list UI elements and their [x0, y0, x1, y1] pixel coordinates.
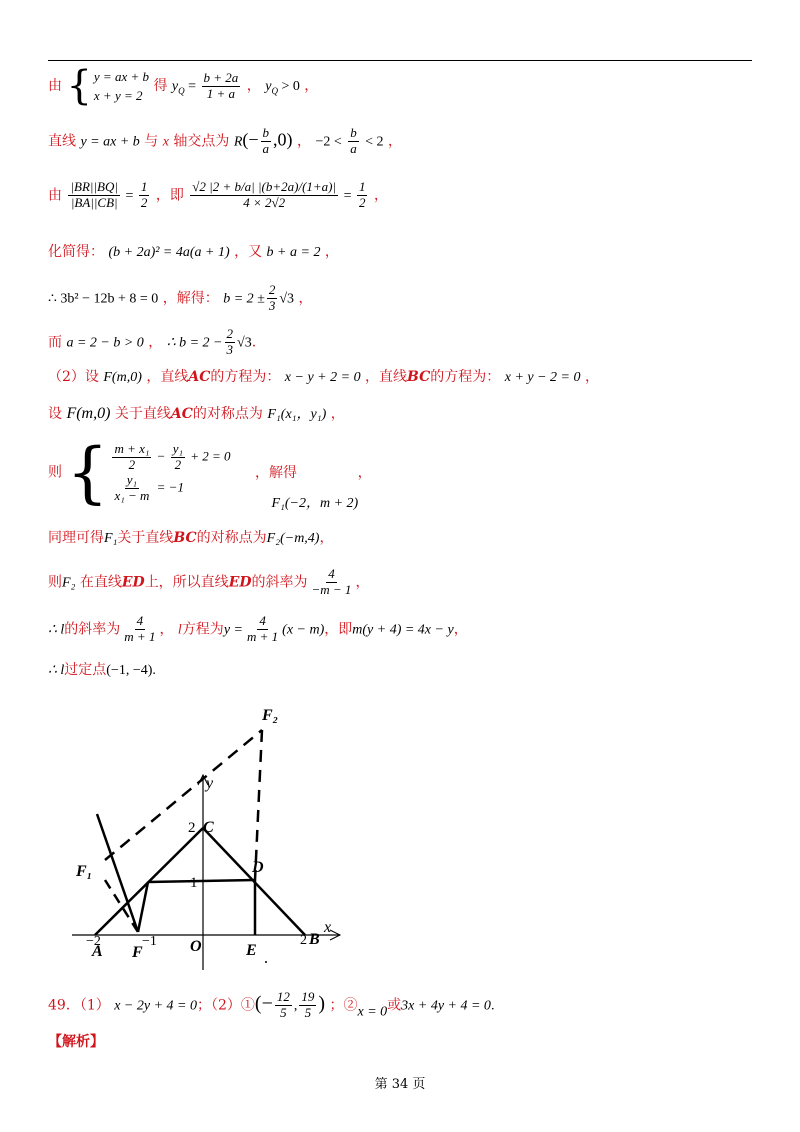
big-fraction: $\frac{√2 |2 + b/a| |(b+2a)/(1+a)|}{4 \times 2√2}$: [192, 179, 337, 210]
math-l: l: [177, 622, 182, 638]
brace: {: [66, 434, 109, 511]
text: ，: [453, 621, 468, 638]
text: ，: [159, 621, 174, 638]
paren: ,0): [273, 129, 293, 150]
text: ，: [296, 133, 311, 150]
math: m(y + 4) = 4x − y: [352, 622, 454, 638]
eq: =: [184, 79, 200, 94]
text: 的方程为：: [430, 369, 501, 385]
fraction: $\frac{4}{m + 1}$: [124, 613, 156, 644]
analysis-heading: 【解析】: [48, 1034, 104, 1050]
fraction: $\frac{1}{2}$: [358, 179, 366, 210]
line-1: [48, 63, 319, 109]
text: ；②: [329, 997, 358, 1014]
system-row-2: x + y = 2: [93, 88, 143, 103]
fraction: $\frac{2}{3}$: [226, 326, 234, 357]
condition: $y_Q > 0$: [265, 79, 300, 96]
fraction: $\frac{2}{3}$: [268, 282, 276, 313]
math: F(m,0): [66, 405, 111, 422]
text: 的斜率为: [251, 574, 308, 591]
paren: ): [318, 992, 326, 1015]
label-two-x: 2: [300, 933, 307, 948]
text: ，: [330, 406, 345, 422]
text: （1）: [79, 997, 110, 1014]
text: 化简得：: [48, 244, 104, 260]
math-x: x: [162, 134, 169, 150]
label-two-y: 2: [188, 820, 196, 836]
text: ，: [357, 464, 372, 481]
fraction: $\frac{b}{a}$: [262, 125, 270, 156]
text: 或: [387, 997, 402, 1014]
equation-system: [66, 63, 149, 109]
math: F₂: [62, 575, 76, 591]
text: 直线: [48, 133, 76, 150]
text: 轴交点为: [173, 133, 230, 150]
solution: F₁(−2，m + 2): [271, 496, 359, 511]
line-11: [48, 567, 369, 598]
label-o: O: [190, 938, 202, 955]
text: ，解得：: [162, 290, 219, 307]
math: ∴ 3b² − 12b + 8 = 0: [48, 291, 159, 307]
text: ，: [148, 334, 163, 351]
coordinate-figure: [60, 700, 360, 980]
text: 由: [48, 187, 62, 204]
math: ∴ l: [48, 622, 65, 638]
text: ，: [319, 530, 334, 546]
text: ，即: [324, 621, 353, 638]
text: ，即: [155, 187, 184, 204]
line-bc: BC: [407, 369, 431, 385]
math: √3: [279, 291, 295, 307]
text: ，解得: [254, 464, 297, 481]
text: 同理可得: [48, 530, 104, 546]
math: x − y + 2 = 0: [284, 370, 361, 385]
fraction: $\frac{b}{a}$: [350, 125, 357, 156]
fraction: $\frac{b + 2a}{1 + a}$: [203, 69, 239, 101]
math: F(m,0): [103, 370, 142, 385]
math: −2 <: [315, 134, 342, 150]
line-ed: ED: [228, 574, 252, 591]
text: ，直线: [146, 369, 189, 385]
math: ∴ l: [48, 663, 65, 678]
text: ，: [298, 290, 313, 307]
label-y: y: [206, 775, 214, 792]
fraction: $\frac{|BR||BQ|}{|BA||CB|}$: [70, 179, 118, 210]
line-bc: BC: [173, 530, 197, 546]
line-ed: ED: [121, 574, 145, 591]
page-footer: 第 34 页: [374, 1077, 426, 1092]
fraction: $\frac{12}{5}$: [276, 989, 290, 1020]
brace: {: [66, 63, 92, 109]
comma: ,: [293, 998, 298, 1014]
text: ，: [355, 574, 370, 591]
text: 的对称点为: [192, 406, 263, 422]
text: ，又: [234, 244, 263, 260]
math: y =: [223, 622, 243, 638]
label-neg1: −1: [142, 934, 157, 949]
text: （2）设: [48, 369, 99, 385]
line-analysis: [48, 1034, 104, 1051]
math: ∴ b = 2 −: [166, 335, 223, 351]
math: F₁(x₁，y₁): [267, 407, 327, 422]
paren: (−: [242, 129, 259, 150]
header-rule: [48, 60, 752, 61]
text: .: [152, 663, 156, 678]
eq: =: [340, 188, 355, 204]
math: F₂(−m,4): [266, 531, 320, 546]
text: ，: [324, 244, 339, 260]
line-2: [48, 126, 402, 157]
text: 而: [48, 334, 62, 351]
paren: (−: [254, 992, 273, 1015]
text: ，: [373, 187, 388, 204]
text: 的对称点为: [196, 530, 267, 546]
text: 上，所以直线: [144, 574, 229, 591]
text: 得: [153, 78, 168, 94]
text: 由: [48, 78, 62, 94]
text: 设: [48, 406, 62, 422]
text: 的方程为：: [210, 369, 281, 385]
dot: [265, 961, 267, 963]
fraction: $\frac{1}{2}$: [140, 179, 148, 210]
text: .: [490, 998, 495, 1014]
system-row-1: $\frac{\text{m + x₁}}{2}$ − $\frac{\text{y₁}}{2}$ + 2 = 0: [114, 441, 231, 473]
label-d: D: [252, 859, 264, 876]
label-c: C: [203, 819, 214, 836]
question-number: 49．: [48, 997, 80, 1014]
math: (b + 2a)² = 4a(a + 1): [108, 245, 230, 260]
eq: =: [121, 188, 137, 204]
line-3: [48, 180, 388, 211]
text: ，: [584, 369, 599, 385]
label-e: E: [246, 942, 257, 959]
line-10: [48, 530, 333, 548]
text: 关于直线: [114, 406, 171, 422]
line-8: [48, 404, 345, 424]
text: ，直线: [365, 369, 408, 385]
math: < 2: [365, 134, 384, 150]
dashed-f2-d: [255, 730, 262, 880]
math: 3x + 4y + 4 = 0: [401, 998, 491, 1014]
line-49: [48, 990, 494, 1021]
text: 关于直线: [117, 530, 174, 546]
label-neg2: −2: [86, 934, 101, 949]
text: 方程为: [181, 621, 224, 638]
system-row-2: $\frac{\text{y₁}}{\text{x₁ − m}}$ = −1: [114, 472, 184, 503]
math: √3: [237, 335, 252, 351]
math: F₁: [104, 531, 118, 546]
line-5: [48, 283, 312, 314]
math: x − 2y + 4 = 0: [114, 998, 197, 1014]
line-6: [48, 327, 256, 358]
math: b = 2 ±: [223, 291, 265, 307]
math: x + y − 2 = 0: [504, 370, 581, 385]
math: b + a = 2: [266, 245, 321, 260]
math: y = ax + b: [80, 134, 140, 150]
text: ；（2）①: [196, 997, 255, 1014]
system-row-1: y = ax + b: [93, 68, 149, 84]
text: 的斜率为: [64, 621, 121, 638]
label-a: A: [92, 943, 103, 960]
math: (x − m): [282, 622, 325, 638]
math: a = 2 − b > 0: [66, 335, 144, 351]
text: ，: [304, 78, 319, 94]
label-f2: F₂: [262, 707, 279, 724]
label-x: x: [324, 919, 332, 936]
text: .: [251, 334, 257, 351]
point-r: R: [233, 134, 243, 150]
label-b: B: [309, 931, 320, 948]
text: ，: [246, 78, 261, 94]
fraction: $\frac{4}{m + 1}$: [246, 613, 279, 644]
line-ac: AC: [170, 406, 193, 422]
line-ac: AC: [188, 369, 211, 385]
line-7: [48, 369, 599, 387]
fraction: $\frac{4}{-m - 1}$: [311, 566, 352, 597]
line-9: [48, 434, 372, 513]
text: 过定点: [64, 662, 107, 678]
label-f: F: [132, 944, 143, 961]
text: 则: [48, 464, 62, 481]
segment-y1: [148, 880, 255, 882]
math: (−1, −4): [106, 663, 153, 678]
text: 在直线: [79, 574, 122, 591]
line-12: [48, 614, 468, 645]
text: 则: [48, 574, 62, 591]
text: ，: [388, 133, 402, 150]
line-4: [48, 244, 339, 262]
fraction: $\frac{19}{5}$: [301, 989, 315, 1020]
dashed-f1-f2: [105, 730, 262, 860]
text: 与: [144, 133, 159, 150]
label-one-y: 1: [190, 875, 198, 891]
math: x = 0: [357, 1004, 388, 1020]
label-f1: F₁: [76, 863, 93, 880]
equation-system: [66, 434, 231, 511]
line-13: [48, 662, 156, 680]
yq: $y_Q$: [171, 79, 185, 96]
